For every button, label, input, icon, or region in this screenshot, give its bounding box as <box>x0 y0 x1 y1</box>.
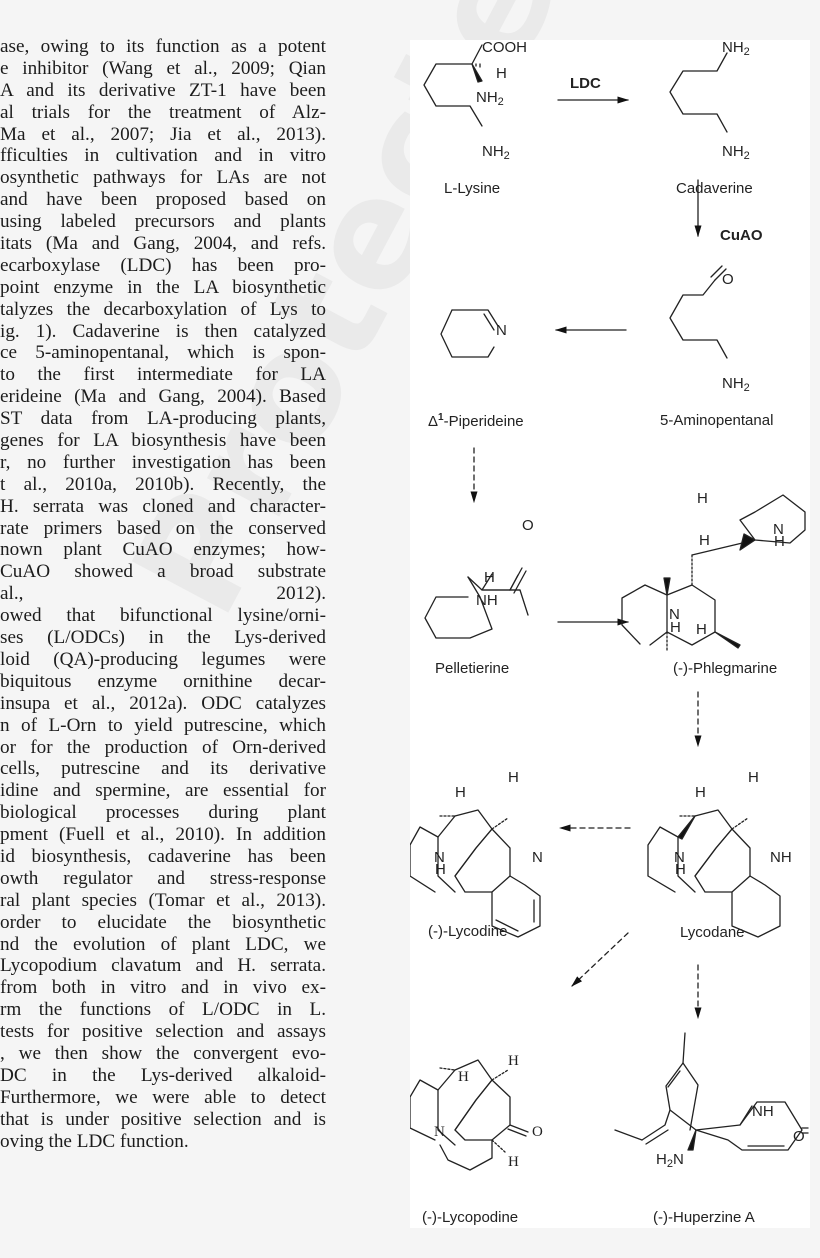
text-line-content: talyzes the decarboxylation of Lys to <box>0 298 326 320</box>
atom-nh: NH <box>752 1103 774 1120</box>
text-line <box>0 255 326 277</box>
pathway-structures <box>410 40 810 1228</box>
text-line <box>0 890 326 912</box>
text-line-content: ce 5-aminopentanal, which is spon- <box>0 342 326 364</box>
atom-n: N <box>674 849 685 866</box>
text-line <box>0 1043 326 1065</box>
lycodane-structure <box>648 810 780 937</box>
text-line <box>0 780 326 802</box>
text-line-content: id biosynthesis, cadaverine has been <box>0 845 326 867</box>
atom-n: N <box>434 1124 445 1140</box>
text-line-content: A and its derivative ZT-1 have been <box>0 79 326 101</box>
text-line-content: oving the LDC function. <box>0 1130 189 1152</box>
text-line-content: pment (Fuell et al., 2010). In addition <box>0 824 326 846</box>
text-line <box>0 627 326 649</box>
atom-h: H <box>748 769 759 786</box>
atom-n: N <box>773 521 784 538</box>
text-line <box>0 1065 326 1087</box>
text-line-content: insupa et al., 2012a). ODC catalyzes <box>0 692 326 714</box>
cadaverine-structure <box>670 53 727 132</box>
atom-h: H <box>695 784 706 801</box>
label-lycopodine: (-)-Lycopodine <box>422 1209 519 1226</box>
paper-body-text <box>0 36 326 1152</box>
text-line <box>0 386 326 408</box>
text-line-content: order to elucidate the biosynthetic <box>0 911 326 933</box>
text-line-content: rate primers based on the conserved <box>0 517 326 539</box>
text-line <box>0 167 326 189</box>
text-line-content: ST data from LA-producing plants, <box>0 408 326 430</box>
atom-n: N <box>669 606 680 623</box>
text-line <box>0 277 326 299</box>
atom-h: H <box>508 769 519 786</box>
text-line <box>0 561 326 583</box>
text-line-content: nown plant CuAO enzymes; how- <box>0 539 326 561</box>
text-line <box>0 583 326 605</box>
atom-nh2: $NH_2$ <box>722 375 750 394</box>
text-line <box>0 999 326 1021</box>
text-line <box>0 124 326 146</box>
text-line-content: erideine (Ma and Gang, 2004). Based <box>0 386 326 408</box>
atom-nh2: $NH_2$ <box>722 39 750 58</box>
text-line <box>0 737 326 759</box>
text-line-content: rm the functions of L/ODC in L. <box>0 999 326 1021</box>
label-pelletierine: Pelletierine <box>435 660 510 677</box>
text-line <box>0 364 326 386</box>
label-piperideine: $\Delta^1$-Piperideine <box>428 412 524 430</box>
label-huperzine: (-)-Huperzine A <box>653 1209 755 1226</box>
text-line-content: osynthetic pathways for LAs are not <box>0 167 326 189</box>
text-line-content: ase, owing to its function as a potent <box>0 36 326 57</box>
atom-o: O <box>522 517 534 534</box>
text-line-content: , we then show the convergent evo- <box>0 1042 326 1064</box>
text-line <box>0 430 326 452</box>
text-line <box>0 408 326 430</box>
atom-h: H <box>696 621 707 638</box>
text-line <box>0 342 326 364</box>
text-line-content: al., 2012). <box>0 583 326 605</box>
atom-nh: NH <box>770 849 792 866</box>
text-line-content: genes for LA biosynthesis have been <box>0 430 326 452</box>
atom-o: O <box>722 271 734 288</box>
label-cadaverine: Cadaverine <box>676 180 753 197</box>
atom-h: H <box>496 65 507 82</box>
text-line <box>0 1109 326 1131</box>
text-line-content: owth regulator and stress-response <box>0 867 326 889</box>
text-line-content: or for the production of Orn-derived <box>0 736 326 758</box>
text-line <box>0 518 326 540</box>
text-line-content: cells, putrescine and its derivative <box>0 758 326 780</box>
text-line-content: nd the evolution of plant LDC, we <box>0 933 326 955</box>
text-line <box>0 671 326 693</box>
text-line-content: using labeled precursors and plants <box>0 211 326 233</box>
text-line-content: to the first intermediate for LA <box>0 364 326 386</box>
atom-h: H <box>670 619 681 636</box>
text-line <box>0 868 326 890</box>
atom-o: O <box>532 1124 543 1140</box>
atom-h: H <box>455 784 466 801</box>
text-line <box>0 1087 326 1109</box>
text-line-content: H. serrata was cloned and character- <box>0 495 326 517</box>
atom-nh: NH <box>476 592 498 609</box>
lycodine-structure <box>410 810 540 937</box>
atom-n: N <box>496 322 507 339</box>
text-line-content: biological processes during plant <box>0 802 326 824</box>
enzyme-ldc: LDC <box>570 75 601 92</box>
atom-nh2: $NH_2$ <box>482 143 510 162</box>
text-line-content: Ma et al., 2007; Jia et al., 2013). <box>0 123 326 145</box>
phlegmarine-structure <box>622 495 805 652</box>
text-line-content: point enzyme in the LA biosynthetic <box>0 276 326 298</box>
atom-n: N <box>532 849 543 866</box>
text-line <box>0 452 326 474</box>
atom-h: H <box>675 861 686 878</box>
text-line <box>0 145 326 167</box>
text-line <box>0 321 326 343</box>
lysine-structure <box>424 45 482 126</box>
atom-h: H <box>508 1053 519 1069</box>
aminopentanal-structure <box>670 266 727 358</box>
text-line-content: itats (Ma and Gang, 2004, and refs. <box>0 233 326 255</box>
text-line-content: n of L-Orn to yield putrescine, which <box>0 714 326 736</box>
atom-h: H <box>458 1069 469 1085</box>
atom-nh2: $NH_2$ <box>476 89 504 108</box>
text-line <box>0 211 326 233</box>
text-line <box>0 912 326 934</box>
label-aminopentanal: 5-Aminopentanal <box>660 412 774 429</box>
enzyme-cuao: CuAO <box>720 227 763 244</box>
text-line <box>0 80 326 102</box>
text-line <box>0 934 326 956</box>
text-line <box>0 189 326 211</box>
text-line <box>0 539 326 561</box>
dashed-arrow-to-lycopodine <box>572 933 628 986</box>
text-line-content: t al., 2010a, 2010b). Recently, the <box>0 473 326 495</box>
atom-h: H <box>774 533 785 550</box>
text-line <box>0 1021 326 1043</box>
atom-h: H <box>699 532 710 549</box>
atom-n: N <box>434 849 445 866</box>
text-line <box>0 474 326 496</box>
text-line-content: ig. 1). Cadaverine is then catalyzed <box>0 320 326 342</box>
text-line <box>0 955 326 977</box>
text-line <box>0 693 326 715</box>
text-line-content: ecarboxylase (LDC) has been pro- <box>0 254 326 276</box>
text-line <box>0 605 326 627</box>
text-line <box>0 36 326 58</box>
text-line <box>0 649 326 671</box>
text-line <box>0 233 326 255</box>
text-line <box>0 802 326 824</box>
text-line-content: that is under positive selection and is <box>0 1108 326 1130</box>
text-line <box>0 715 326 737</box>
text-line-content: r, no further investigation has been <box>0 451 326 473</box>
text-line-content: biquitous enzyme ornithine decar- <box>0 670 326 692</box>
text-line <box>0 102 326 124</box>
label-phlegmarine: (-)-Phlegmarine <box>673 660 778 677</box>
atom-h: H <box>435 861 446 878</box>
text-line-content: al trials for the treatment of Alz- <box>0 101 326 123</box>
text-line <box>0 496 326 518</box>
piperideine-structure <box>441 310 498 357</box>
text-line <box>0 299 326 321</box>
text-line-content: and have been proposed based on <box>0 189 326 211</box>
text-line-content: owed that bifunctional lysine/orni- <box>0 605 326 627</box>
text-line-content: from both in vitro and in vivo ex- <box>0 977 326 999</box>
text-line-content: e inhibitor (Wang et al., 2009; Qian <box>0 57 326 79</box>
atom-nh2: $NH_2$ <box>722 143 750 162</box>
text-line-content: loid (QA)-producing legumes were <box>0 648 326 670</box>
text-line-content: Lycopodium clavatum and H. serrata. <box>0 955 326 977</box>
text-line <box>0 846 326 868</box>
huperzine-structure <box>615 1033 808 1150</box>
atom-h: H <box>697 490 708 507</box>
text-line-content: Furthermore, we were able to detect <box>0 1086 326 1108</box>
text-line-content: tests for positive selection and assays <box>0 1021 326 1043</box>
atom-cooh: COOH <box>482 39 527 56</box>
atom-h2n: $H_2N$ <box>656 1151 684 1170</box>
text-line-content: DC in the Lys-derived alkaloid- <box>0 1064 326 1086</box>
text-line <box>0 1131 326 1153</box>
atom-o: O <box>793 1128 805 1145</box>
label-lycodine: (-)-Lycodine <box>428 923 508 940</box>
label-lycodane: Lycodane <box>680 924 745 941</box>
text-line <box>0 824 326 846</box>
text-line <box>0 58 326 80</box>
text-line-content: ses (L/ODCs) in the Lys-derived <box>0 627 326 649</box>
atom-h: H <box>484 569 495 586</box>
text-line <box>0 758 326 780</box>
text-line-content: idine and spermine, are essential for <box>0 780 326 802</box>
text-line-content: ral plant species (Tomar et al., 2013). <box>0 889 326 911</box>
text-line-content: fficulties in cultivation and in vitro <box>0 145 326 167</box>
atom-h: H <box>508 1154 519 1170</box>
text-line-content: CuAO showed a broad substrate <box>0 561 326 583</box>
figure-biosynthesis-pathway <box>410 40 810 1228</box>
text-line <box>0 977 326 999</box>
label-lysine: L-Lysine <box>444 180 501 197</box>
